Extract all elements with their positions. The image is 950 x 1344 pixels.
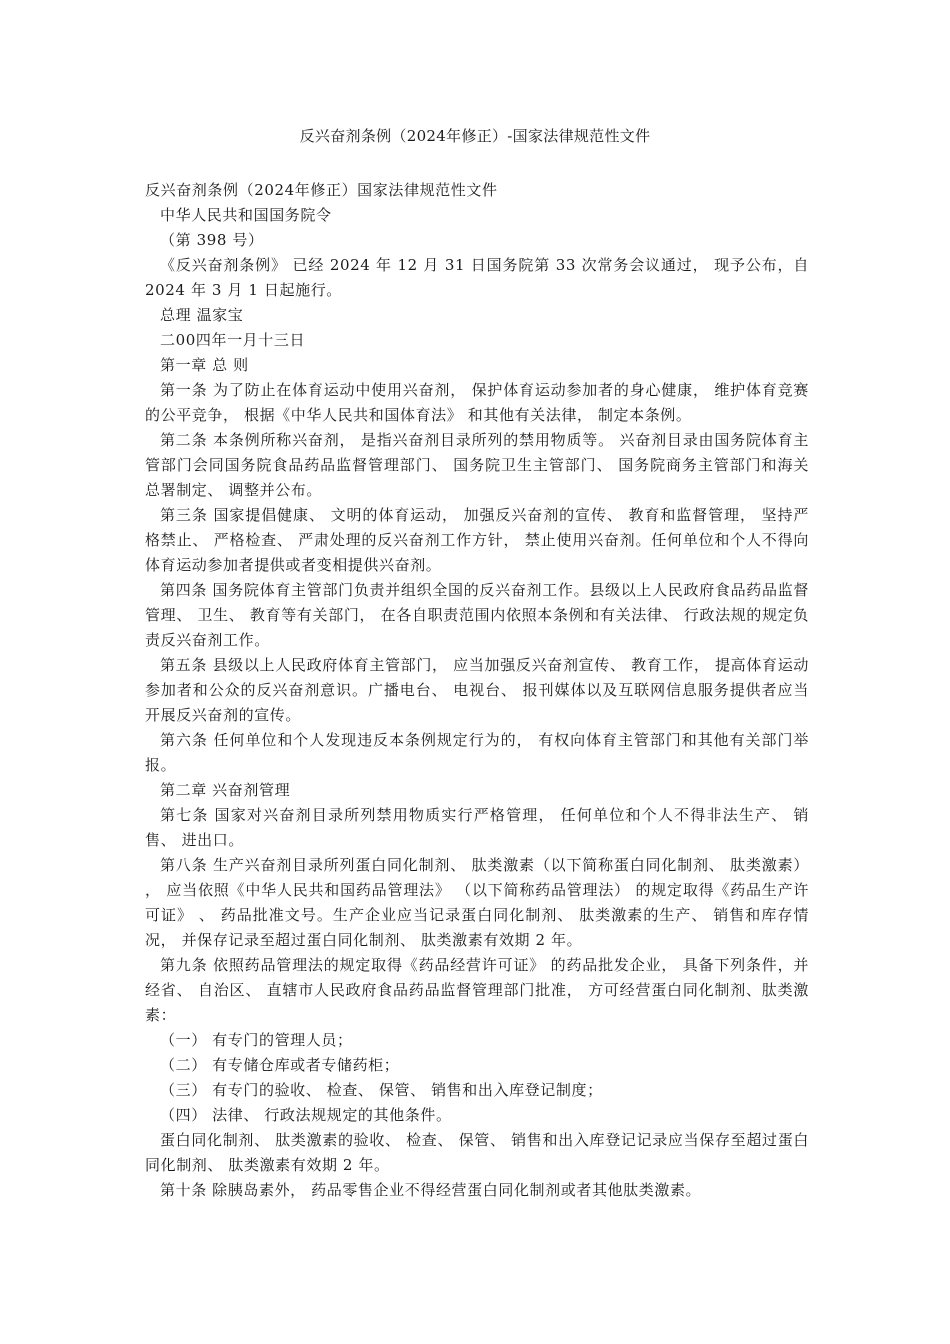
chapter-heading-2: 第二章 兴奋剂管理: [160, 781, 291, 799]
chapter-heading-1: 第一章 总 则: [160, 356, 249, 374]
paragraph-date: 二00四年一月十三日: [160, 331, 306, 349]
article-3: 第三条 国家提倡健康、 文明的体育运动， 加强反兴奋剂的宣传、 教育和监督管理， 坚持严格禁止、 严格检查、 严肃处理的反兴奋剂工作方针， 禁止使用兴奋剂。任何单位和个人不得向体育运动参加者提供或者变相提供兴奋剂。: [145, 506, 809, 574]
article-1: 第一条 为了防止在体育运动中使用兴奋剂， 保护体育运动参加者的身心健康， 维护体育竞赛的公平竞争， 根据《中华人民共和国体育法》 和其他有关法律， 制定本条例。: [145, 381, 809, 424]
article-9-item-4: （四） 法律、 行政法规规定的其他条件。: [160, 1106, 452, 1124]
paragraph-decree-issuer: 中华人民共和国国务院令: [160, 206, 332, 224]
paragraph-decree-number: （第 398 号）: [160, 231, 264, 249]
paragraph-promulgation: 《反兴奋剂条例》 已经 2024 年 12 月 31 日国务院第 33 次常务会议通过， 现予公布，自2024 年 3 月 1 日起施行。: [145, 256, 809, 299]
article-7: 第七条 国家对兴奋剂目录所列禁用物质实行严格管理， 任何单位和个人不得非法生产、 销售、 进出口。: [145, 806, 809, 849]
article-4: 第四条 国务院体育主管部门负责并组织全国的反兴奋剂工作。县级以上人民政府食品药品监督管理、 卫生、 教育等有关部门， 在各自职责范围内依照本条例和有关法律、 行政法规的规定负责反兴奋剂工作。: [145, 581, 809, 649]
article-10: 第十条 除胰岛素外， 药品零售企业不得经营蛋白同化制剂或者其他肽类激素。: [160, 1181, 702, 1199]
article-9: 第九条 依照药品管理法的规定取得《药品经营许可证》 的药品批发企业， 具备下列条件，并经省、 自治区、 直辖市人民政府食品药品监督管理部门批准， 方可经营蛋白同化制剂、肽类激素：: [145, 956, 809, 1024]
article-8: 第八条 生产兴奋剂目录所列蛋白同化制剂、 肽类激素（以下简称蛋白同化制剂、 肽类激素） ， 应当依照《中华人民共和国药品管理法》 （以下简称药品管理法） 的规定取得《药品生产许可证》 、 药品批准文号。生产企业应当记录蛋白同化制剂、 肽类激素的生产、 销售和库存情况， 并保存记录至超过蛋白同化制剂、 肽类激素有效期 2 年。: [145, 856, 809, 949]
document-body: [145, 178, 809, 1203]
article-9-item-1: （一） 有专门的管理人员；: [160, 1031, 353, 1049]
article-9-record-retention: 蛋白同化制剂、 肽类激素的验收、 检查、 保管、 销售和出入库登记记录应当保存至超过蛋白同化制剂、 肽类激素有效期 2 年。: [145, 1131, 809, 1174]
article-9-item-3: （三） 有专门的验收、 检查、 保管、 销售和出入库登记制度；: [160, 1081, 603, 1099]
article-5: 第五条 县级以上人民政府体育主管部门， 应当加强反兴奋剂宣传、 教育工作， 提高体育运动参加者和公众的反兴奋剂意识。广播电台、 电视台、 报刊媒体以及互联网信息服务提供者应当开展反兴奋剂的宣传。: [145, 656, 809, 724]
document-title: 反兴奋剂条例（2024年修正）-国家法律规范性文件: [299, 127, 651, 145]
paragraph-heading: 反兴奋剂条例（2024年修正）国家法律规范性文件: [145, 181, 498, 199]
article-9-item-2: （二） 有专储仓库或者专储药柜；: [160, 1056, 400, 1074]
article-6: 第六条 任何单位和个人发现违反本条例规定行为的， 有权向体育主管部门和其他有关部门举报。: [145, 731, 809, 774]
article-2: 第二条 本条例所称兴奋剂， 是指兴奋剂目录所列的禁用物质等。 兴奋剂目录由国务院体育主管部门会同国务院食品药品监督管理部门、 国务院卫生主管部门、 国务院商务主管部门和海关总署制定、 调整并公布。: [145, 431, 809, 499]
paragraph-signature: 总理 温家宝: [160, 306, 244, 324]
